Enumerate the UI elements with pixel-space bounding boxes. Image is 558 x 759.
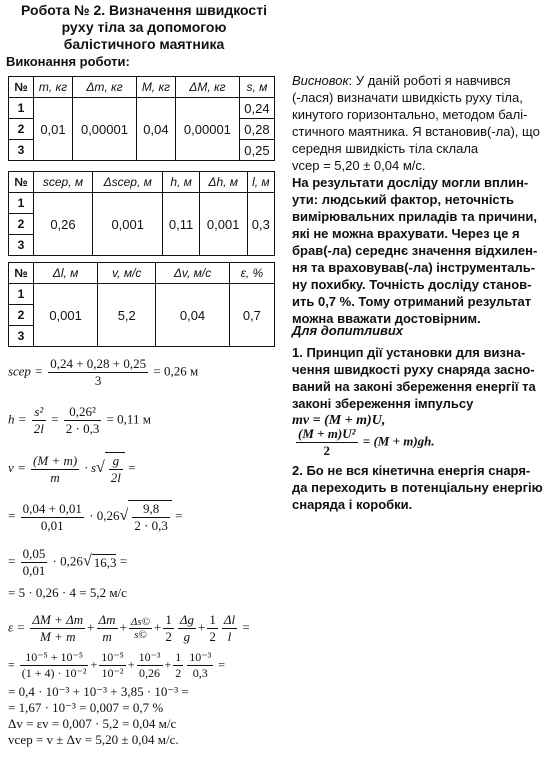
curious-line: да переходить в потенціальну енергію [292, 480, 543, 495]
formula-text: = (M + m)gh. [362, 433, 435, 449]
table-header: Δv, м/с [156, 263, 229, 284]
fraction [132, 501, 170, 534]
formula-text: sсер = [8, 363, 43, 379]
table-header: № [9, 263, 34, 284]
formula-text: · s [84, 459, 97, 475]
fraction [64, 404, 102, 437]
numerator: 0,05 [22, 546, 46, 561]
table-cell: 0,04 [136, 98, 175, 161]
denominator: 2 [175, 666, 182, 680]
denominator: 2l [33, 421, 44, 436]
numerator: Δs© [130, 616, 150, 628]
table-header-row [9, 172, 275, 193]
formula-s-mean [8, 356, 198, 389]
denominator: (1 + 4) · 10⁻² [21, 666, 87, 680]
fraction [173, 650, 183, 681]
fraction [178, 612, 196, 645]
momentum-equation: mv = (M + m)U, [292, 413, 386, 428]
page-title [8, 2, 280, 53]
measurements-table-2 [8, 171, 275, 256]
table-cell: 0,26 [34, 193, 93, 256]
conclusion-line: які не можна врахувати. Через це я [292, 226, 520, 241]
formula-epsilon-substituted: = $\frac{\text{10⁻⁵ + 10⁻⁵}}{\text{(1 + 4) · 10⁻²}}$ + $\frac{\text{10⁻⁵}}{\text{10⁻²}}$ + $\frac{\text{10⁻³}}{0,26}$ + $\frac{1}{2}$ $\frac{\text{10⁻³}}{0,3}$ = [8, 650, 225, 680]
curious-line: 2. Бо не вся кінетична енергія снаря- [292, 463, 531, 478]
table-cell: 0,7 [229, 284, 274, 347]
title-line: руху тіла за допомогою [61, 19, 227, 35]
formula-line: vсер = v ± Δv = 5,20 ± 0,04 м/с. [8, 732, 179, 747]
conclusion-block [292, 72, 554, 327]
conclusion-label: Висновок [292, 73, 349, 88]
curious-line: чення швидкості руху снаряда засно- [292, 362, 535, 377]
denominator: 0,26 [139, 666, 161, 680]
formula-v-simplified: = $\frac{0,05}{0,01}$ · 0,26√ 16,3 = [8, 546, 128, 578]
fraction [21, 546, 48, 579]
table-header: Δl, м [34, 263, 98, 284]
row-number: 3 [9, 326, 34, 347]
table-cell: 0,00001 [175, 98, 239, 161]
denominator: l [227, 629, 232, 644]
fraction [296, 426, 358, 459]
denominator: m [102, 629, 112, 644]
conclusion-line: (-лася) визначати швидкість руху тіла, [292, 90, 523, 105]
denominator: 2 · 0,3 [65, 421, 100, 436]
conclusion-line [292, 72, 554, 89]
table-cell: 0,28 [239, 119, 274, 140]
fraction [30, 612, 85, 645]
conclusion-line: ну похибку. Точність досліду станов- [292, 277, 532, 292]
conclusion-line: ня та враховував(-ла) інструменталь- [292, 260, 536, 275]
formula-v: v = $\frac{(M + m)}{m}$ · s√ $\frac{g}{2l}$ = [8, 452, 136, 485]
numerator: ΔM + Δm [32, 612, 84, 627]
numerator: 0,26² [64, 404, 102, 421]
curious-line: законі збереження імпульсу [292, 396, 474, 411]
formula-v-substituted: = $\frac{0,04 + 0,01}{0,01}$ · 0,26√ $\frac{9,8}{2 \cdot 0,3}$ = [8, 500, 183, 533]
table-cell: 0,04 [156, 284, 229, 347]
denominator: 10⁻² [101, 666, 124, 680]
table-header: m, кг [34, 77, 73, 98]
numerator: 0,04 + 0,01 [22, 500, 82, 516]
table-cell: 0,001 [92, 193, 163, 256]
row-number: 1 [9, 284, 34, 305]
table-header: sсер, м [34, 172, 93, 193]
fraction [97, 612, 118, 645]
table-header: l, м [247, 172, 274, 193]
numerator: s² [32, 404, 46, 421]
conclusion-line: вимірювальних приладів та причини, [292, 209, 537, 224]
formula-line: = 0,4 · 10⁻³ + 10⁻³ + 3,85 · 10⁻³ = [8, 684, 189, 699]
formula-v-result: = 5 · 0,26 · 4 = 5,2 м/с [8, 585, 127, 600]
conclusion-line: ить 0,7 %. Тому отриманий результат [292, 294, 532, 309]
fraction [137, 650, 163, 681]
fraction [222, 612, 237, 645]
table-row [9, 284, 275, 305]
square-root: 16,3 [93, 555, 117, 570]
row-number: 3 [9, 140, 34, 161]
formula-text: ε = [8, 619, 26, 635]
conclusion-line: можна вважати достовірним. [292, 311, 481, 326]
fraction [207, 612, 218, 645]
energy-equation [294, 426, 435, 459]
fraction [20, 650, 89, 681]
denominator: M + m [40, 629, 76, 644]
numerator: Δm [98, 612, 116, 627]
curious-line: ваний на законі збереження енергії та [292, 379, 536, 394]
curious-item-2 [292, 462, 554, 513]
table-cell: 5,2 [98, 284, 156, 347]
numerator: 1 [175, 650, 182, 664]
row-number: 2 [9, 305, 34, 326]
table-cell: 0,001 [34, 284, 98, 347]
formula-epsilon: ε = $\frac{\Delta M + \Delta m}{M + m}$ + $\frac{\Delta m}{m}$ + $\frac{\Delta s©}{s©}$ + $\frac{1}{2}$ $\frac{\Delta g}{g}$ + $\frac{1}{2}$ $\frac{\Delta l}{l}$ = [8, 612, 250, 644]
denominator: 3 [94, 373, 102, 388]
formula-line: = 1,67 · 10⁻³ = 0,007 = 0,7 % [8, 700, 164, 715]
table-cell: 0,11 [163, 193, 199, 256]
conclusion-text: : У даній роботі я навчився [348, 73, 511, 88]
fraction [31, 453, 79, 486]
denominator: s© [134, 629, 147, 641]
table-header: M, кг [136, 77, 175, 98]
measurements-table-3 [8, 262, 275, 347]
numerator: (M + m) [33, 452, 78, 468]
fraction [32, 404, 46, 437]
fraction [129, 616, 152, 641]
curious-line: 1. Принцип дії установки для визна- [292, 345, 526, 360]
table-header: h, м [163, 172, 199, 193]
table-header: v, м/с [98, 263, 156, 284]
conclusion-line: середня швидкість тіла склала [292, 141, 479, 156]
execution-label: Виконання роботи: [6, 54, 130, 69]
table-cell: 0,00001 [72, 98, 136, 161]
denominator: 2 [323, 443, 331, 458]
numerator: 10⁻⁵ + 10⁻⁵ [20, 650, 89, 666]
numerator: 1 [165, 612, 172, 627]
formula-text: · 0,26 [52, 553, 83, 569]
row-number: 2 [9, 119, 34, 140]
conclusion-line: кинутого горизонтально, методом балі- [292, 107, 528, 122]
numerator: g [109, 453, 123, 470]
square-root [128, 500, 172, 534]
conclusion-line: стичного маятника. Я встановив(-ла), що [292, 124, 540, 139]
table-header: ε, % [229, 263, 274, 284]
table-header-row [9, 77, 275, 98]
table-row [9, 193, 275, 214]
fraction [48, 356, 148, 389]
formula-line: Δv = εv = 0,007 · 5,2 = 0,04 м/с [8, 716, 177, 731]
fraction [187, 650, 213, 681]
formula-h: h = $\frac{\text{s²}}{2l}$ = $\frac{\text{0,26²}}{2 \cdot 0,3}$ = 0,11 м [8, 404, 151, 436]
numerator: 10⁻³ [189, 650, 212, 664]
denominator: 2 [165, 629, 172, 644]
conclusion-line: брав(-ла) середнє значення відхилен- [292, 243, 538, 258]
curious-heading: Для допитливих [292, 323, 404, 338]
table-header: Δsсер, м [92, 172, 163, 193]
table-cell: 0,3 [247, 193, 274, 256]
curious-line: снаряда і коробки. [292, 497, 413, 512]
formula-text: · 0,26 [89, 507, 120, 523]
numerator: 0,24 + 0,28 + 0,25 [50, 356, 147, 371]
title-line: балістичного маятника [63, 36, 225, 52]
row-number: 1 [9, 193, 34, 214]
fraction [21, 501, 84, 534]
fraction [109, 453, 123, 486]
denominator: 0,01 [40, 517, 64, 533]
title-line: Робота № 2. Визначення швидкості [21, 2, 267, 18]
denominator: 0,3 [192, 666, 208, 680]
denominator: 2 [209, 629, 216, 644]
table-header: № [9, 77, 34, 98]
row-number: 1 [9, 98, 34, 119]
denominator: 2 · 0,3 [134, 518, 168, 533]
numerator: 9,8 [132, 501, 170, 518]
table-header: s, м [239, 77, 274, 98]
denominator: 0,01 [22, 563, 46, 578]
measurements-table-1 [8, 76, 275, 161]
formula-text: v = [8, 459, 26, 475]
numerator: Δg [179, 612, 194, 627]
denominator: 2l [110, 470, 121, 485]
curious-item-1 [292, 344, 554, 429]
numerator: Δl [223, 612, 236, 627]
denominator: m [50, 469, 60, 485]
formula-text: = 0,26 м [153, 363, 199, 379]
formula-text: h = [8, 411, 27, 427]
table-row [9, 98, 275, 119]
numerator: 10⁻⁵ [101, 650, 124, 664]
conclusion-line: vсер = 5,20 ± 0,04 м/с. [292, 158, 426, 173]
table-cell: 0,24 [239, 98, 274, 119]
table-cell: 0,001 [199, 193, 247, 256]
table-header: Δm, кг [72, 77, 136, 98]
fraction [99, 650, 126, 681]
table-header-row [9, 263, 275, 284]
table-cell: 0,01 [34, 98, 73, 161]
square-root [105, 452, 125, 486]
table-header: ΔM, кг [175, 77, 239, 98]
table-header: Δh, м [199, 172, 247, 193]
row-number: 2 [9, 214, 34, 235]
numerator: (M + m)U² [298, 426, 356, 441]
table-cell: 0,25 [239, 140, 274, 161]
table-header: № [9, 172, 34, 193]
formula-text: = 0,11 м [106, 411, 151, 427]
conclusion-line: ути: людський фактор, неточність [292, 192, 515, 207]
fraction [163, 612, 174, 645]
numerator: 10⁻³ [138, 650, 161, 664]
numerator: 1 [209, 612, 216, 627]
conclusion-line: На результати досліду могли вплин- [292, 175, 529, 190]
row-number: 3 [9, 235, 34, 256]
denominator: g [183, 629, 191, 644]
